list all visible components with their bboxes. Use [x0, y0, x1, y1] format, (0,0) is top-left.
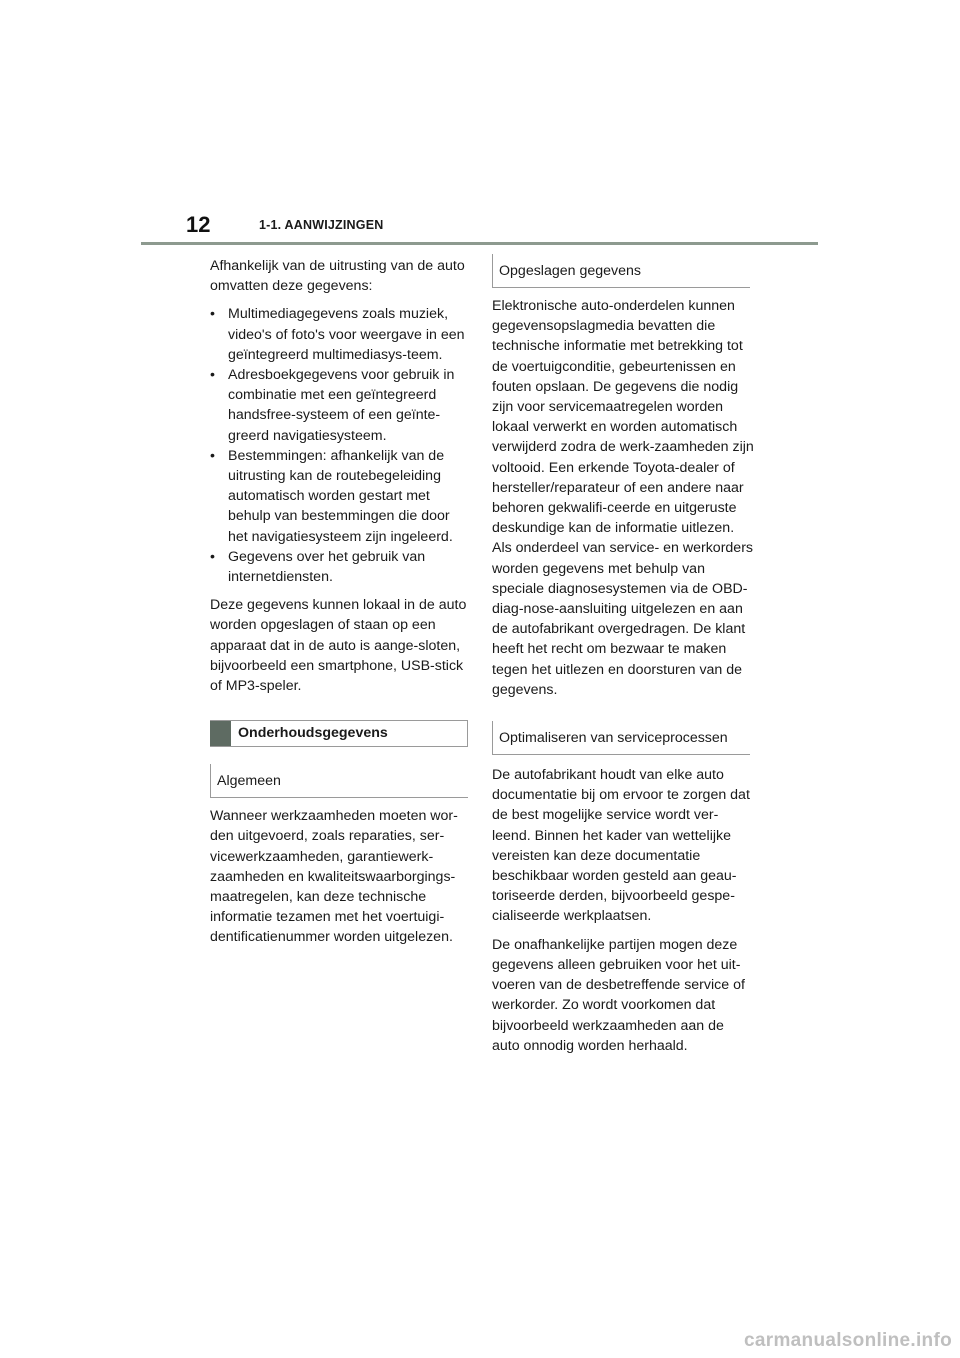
list-item: • Multimediagegevens zoals muziek, video's of foto's voor weergave in een geïntegreerd multimediasys-teem.	[210, 304, 470, 365]
list-item: • Bestemmingen: afhankelijk van de uitrusting kan de routebegeleiding automatisch worden gestart met behulp van bestemmingen die door het navigatiesysteem zijn ingeleerd.	[210, 446, 470, 547]
section-title: 1-1. AANWIJZINGEN	[259, 218, 384, 232]
page-number: 12	[186, 212, 211, 237]
service-optimization-subheading: Optimaliseren van serviceprocessen	[492, 721, 750, 755]
storage-paragraph: Deze gegevens kunnen lokaal in de auto worden opgeslagen of staan op een apparaat dat in de auto is aange-sloten, bijvoorbeeld een smartphone, USB-stick of MP3-speler.	[210, 597, 467, 695]
maintenance-paragraph: Wanneer werkzaamheden moeten wor-den uitgevoerd, zoals reparaties, ser-vicewerkzaamheden, garantiewerk-zaamheden en kwaliteitswaarborgings-maatregelen, kan deze technische informatie tezamen met het voertuigi-dentificatienummer worden uitgelezen.	[210, 808, 458, 946]
list-item: • Gegevens over het gebruik van internetdiensten.	[210, 547, 470, 587]
heading-text: Onderhoudsgegevens	[238, 725, 388, 742]
watermark: carmanualsonline.info	[744, 1330, 952, 1351]
data-types-list	[210, 304, 470, 587]
third-party-paragraph: De onafhankelijke partijen mogen deze gegevens alleen gebruiken voor het uit-voeren van de desbetreffende service of werkorder. Zo wordt voorkomen dat bijvoorbeeld werkzaamheden aan de auto onnodig worden herhaald.	[492, 936, 745, 1054]
general-subheading: Algemeen	[210, 764, 468, 798]
header-rule	[141, 242, 818, 245]
documentation-paragraph: De autofabrikant houdt van elke auto documentatie bij om ervoor te zorgen dat de best mogelijke service wordt ver-leend. Binnen het kader van wettelijke vereisten kan deze documentatie beschikbaar worden gesteld aan geau-toriseerde derden, bijvoorbeeld gespe-cialiseerde werkplaatsen.	[492, 767, 750, 925]
right-column	[492, 256, 754, 1064]
maintenance-data-heading	[210, 720, 468, 747]
stored-data-paragraph: Elektronische auto-onderdelen kunnen gegevensopslagmedia bevatten die technische informatie met betrekking tot de voertuigconditie, gebeurtenissen en fouten opslaan. De gegevens die nodig zijn voor servicemaatregelen worden lokaal verwerkt en worden automatisch verwijderd zodra de werk-zaamheden zijn voltooid. Een erkende Toyota-dealer of hersteller/reparateur of een andere naar behoren gekwalifi-ceerde en uitgeruste deskundige kan de informatie uitlezen. Als onderdeel van service- en werkorders worden gegevens met behulp van speciale diagnosesystemen via de OBD-diag-nose-aansluiting uitgelezen en aan de autofabrikant overgedragen. De klant heeft het recht om bezwaar te maken tegen het uitlezen en doorsturen van de gegevens.	[492, 298, 754, 698]
list-item: • Adresboekgegevens voor gebruik in combinatie met een geïntegreerd handsfree-systeem of een geïnte-greerd navigatiesysteem.	[210, 365, 470, 446]
intro-paragraph: Afhankelijk van de uitrusting van de auto omvatten deze gegevens:	[210, 258, 465, 295]
left-column	[210, 256, 470, 956]
stored-data-subheading: Opgeslagen gegevens	[492, 254, 750, 288]
heading-marker	[210, 721, 231, 746]
